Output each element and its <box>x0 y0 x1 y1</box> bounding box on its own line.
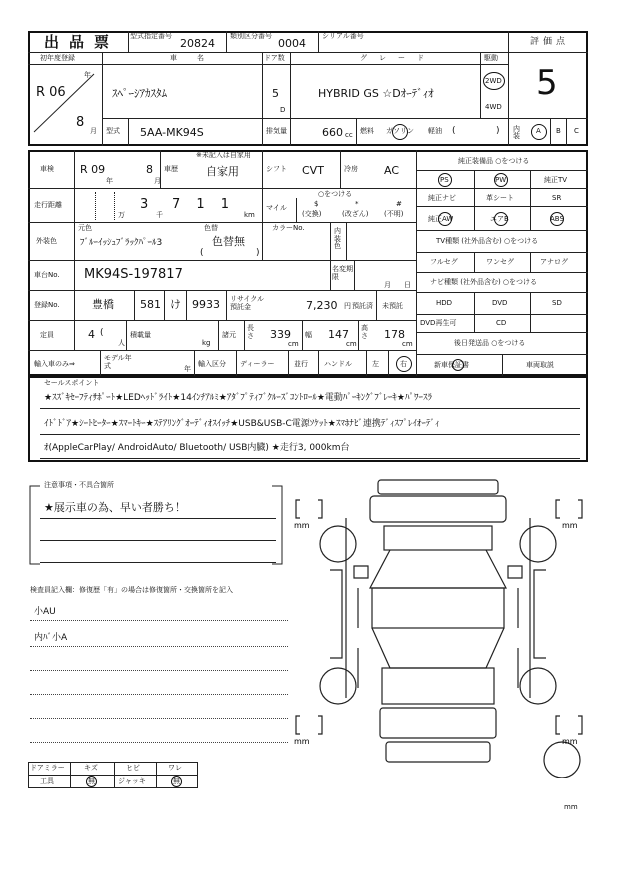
model-year-unit: 年 <box>184 365 191 373</box>
doors-label: ドア数 <box>264 54 285 62</box>
navi-sd: SD <box>552 299 562 307</box>
mileage-label: 走行距離 <box>34 201 62 209</box>
legend-header-scratch: キズ <box>84 764 98 772</box>
interior-a: A <box>536 127 541 135</box>
ac-value: AC <box>384 164 400 177</box>
inspector-entry-1: 小AU <box>34 607 56 617</box>
fuel-gas: ガソリン <box>386 127 414 135</box>
chassis-value: MK94S-197817 <box>84 267 183 282</box>
name-change-month: 月 <box>384 281 391 289</box>
equip-navi: 純正ナビ <box>428 194 456 202</box>
name-change-day: 日 <box>404 281 411 289</box>
tv-one: ワンセグ <box>486 258 514 266</box>
width-unit: cm <box>346 340 357 348</box>
name-change-label: 名変期限 <box>332 265 353 281</box>
legend-jack: ジャッキ <box>118 777 146 785</box>
handle-left: 左 <box>372 360 379 368</box>
mm-rear-left: mm <box>294 737 310 746</box>
mm-rear-right: mm <box>562 737 578 746</box>
recycle-paid: 預託済 <box>352 302 373 310</box>
mileage-man: 3 <box>140 197 149 212</box>
mileage-tamper-symbol: * <box>355 200 359 208</box>
mile-label: マイル <box>266 204 287 212</box>
recycle-label: リサイクル預託金 <box>230 295 265 312</box>
shift-label: シフト <box>266 165 287 173</box>
equipment-title: 純正装備品 ○をつける <box>458 157 530 165</box>
mileage-unknown-symbol: # <box>396 200 402 208</box>
mm-spare: mm <box>564 803 578 811</box>
inspection-year: R 09 <box>80 163 106 176</box>
length-unit: cm <box>288 340 299 348</box>
exterior-label: 外装色 <box>36 237 57 245</box>
model-label: 型式 <box>106 127 120 135</box>
inspection-year-unit: 年 <box>106 177 113 185</box>
unit-sen: 千 <box>156 211 163 219</box>
equip-tv: 純正TV <box>544 176 568 184</box>
import-label: 輸入車のみ⇒ <box>34 360 75 368</box>
reg-label: 登録No. <box>34 301 60 309</box>
first-reg-month: 8 <box>76 115 85 130</box>
length-value: 339 <box>270 328 291 341</box>
equip-pw: PW <box>495 176 507 184</box>
capacity-unit: 人 <box>118 339 125 347</box>
navi-dvd-play: DVD再生可 <box>420 319 457 327</box>
tv-analog: アナログ <box>540 258 568 266</box>
mm-front-right: mm <box>562 521 578 530</box>
drive-label: 駆動 <box>484 54 498 62</box>
history-label: 車歴 <box>164 165 178 173</box>
drive-2wd: 2WD <box>485 77 502 85</box>
equip-sr: SR <box>552 194 562 202</box>
orig-color-label: 元色 <box>78 224 92 232</box>
later-title: 後日発送品 ○をつける <box>454 339 526 347</box>
sales-line-3: ｵ(AppleCarPlay/ AndroidAuto/ Bluetooth/ USB内臓) ★走行3, 000km台 <box>44 443 350 453</box>
load-label: 積載量 <box>130 331 151 339</box>
width-value: 147 <box>328 328 349 341</box>
mileage-exchange-label: (交換) <box>302 210 322 218</box>
navi-hdd: HDD <box>436 299 453 307</box>
equip-leather: 革シート <box>486 194 514 202</box>
legend-header-crack: ヒビ <box>126 764 140 772</box>
capacity-paren-open: ( <box>100 328 104 338</box>
equip-airbag: エアB <box>490 215 509 223</box>
width-label: 幅 <box>305 331 312 339</box>
inspection-label: 車検 <box>40 165 54 173</box>
height-unit: cm <box>402 340 413 348</box>
ac-label: 冷房 <box>344 165 358 173</box>
color-swap-label: 色替 <box>204 224 218 232</box>
model-year-label: モデル年式 <box>104 354 132 371</box>
first-reg-label: 初年度登録 <box>40 54 75 62</box>
handle-label: ハンドル <box>324 360 352 368</box>
interior-color-label: 内装色 <box>334 227 341 251</box>
class-number-label: 類別区分番号 <box>230 32 272 40</box>
mm-front-left: mm <box>294 521 310 530</box>
load-unit: kg <box>202 339 211 347</box>
first-reg-year: R 06 <box>36 85 66 100</box>
navi-dvd: DVD <box>492 299 508 307</box>
height-label: 高さ <box>361 324 368 340</box>
unit-man: 万 <box>118 211 125 219</box>
navi-title: ナビ種類 (社外品含む) ○をつける <box>430 278 538 286</box>
unit-km: km <box>244 211 255 219</box>
mileage-exchange-symbol: $ <box>314 200 319 208</box>
dealer-option: ディーラー <box>240 360 275 368</box>
color-no-label: カラーNo. <box>272 224 305 232</box>
reg-num: 9933 <box>192 298 220 311</box>
capacity-label: 定員 <box>40 331 54 339</box>
recycle-unpaid: 未預託 <box>382 302 403 310</box>
import-type-label: 輸入区分 <box>198 360 226 368</box>
displacement-value: 660 <box>322 126 343 139</box>
chassis-label: 車台No. <box>34 271 60 279</box>
doors-value: 5 <box>272 87 279 100</box>
inspection-month-unit: 月 <box>154 177 161 185</box>
interior-label: 内装 <box>513 125 520 140</box>
legend-header-mirror: ドアミラー <box>30 764 65 772</box>
grade-label: グレード <box>360 54 436 62</box>
score-label: 評価点 <box>530 37 570 47</box>
mileage-unknown-label: (不明) <box>384 210 404 218</box>
equip-abs: ABS <box>550 215 564 223</box>
mileage-tamper-label: (改ざん) <box>342 210 369 218</box>
notes-line-1: ★展示車の為、早い者勝ち！ <box>44 501 186 514</box>
fuel-bracket-open: ( <box>452 126 456 136</box>
grade-value: HYBRID GS ☆Dｵｰﾃﾞｨｵ <box>318 87 434 100</box>
inspection-month: 8 <box>146 163 153 176</box>
model-value: 5AA-MK94S <box>140 126 204 139</box>
vehicle-name: ｽﾍﾟｰｼｱｶｽﾀﾑ <box>112 87 167 100</box>
parallel-option: 並行 <box>294 360 308 368</box>
color-swap-value: 色替無 <box>212 235 245 248</box>
sales-line-2: ｲﾄﾞﾄﾞｱ★ｼｰﾄﾋｰﾀｰ★ｽﾏｰﾄｷｰ★ｽﾃｱﾘﾝｸﾞｵｰﾃﾞｨｵｽｲｯﾁ★USB&USB-C電源ｿｹｯﾄ★ｽﾏﾎﾅﾋﾞ連携ﾃﾞｨｽﾌﾟﾚｲｵｰﾃﾞｨ <box>44 419 440 429</box>
equip-aw: 純正AW <box>428 215 454 223</box>
tv-full: フルセグ <box>430 258 458 266</box>
equip-ps: PS <box>440 176 449 184</box>
navi-cd: CD <box>496 319 507 327</box>
displacement-label: 排気量 <box>266 127 287 135</box>
inspector-entry-2: 内ﾊﾞ小A <box>34 633 68 643</box>
capacity-value: 4 <box>88 328 95 341</box>
serial-label: シリアル番号 <box>322 32 364 40</box>
color-swap-paren-close: ) <box>256 248 260 258</box>
legend-jack-value: 無 <box>173 777 180 785</box>
owner-note: ※未記入は自家用 <box>196 151 251 159</box>
fuel-light: 軽油 <box>428 127 442 135</box>
legend-tool: 工具 <box>40 777 54 785</box>
fuel-bracket-close: ) <box>496 126 500 136</box>
history-value: 自家用 <box>206 165 239 178</box>
form-title: 出品票 <box>44 33 120 51</box>
legend-tool-value: 無 <box>88 777 95 785</box>
handle-right: 右 <box>400 360 407 368</box>
reg-kana: け <box>170 298 181 311</box>
doors-sub: D <box>280 106 286 114</box>
dims-label: 諸元 <box>222 331 236 339</box>
cc-unit: cc <box>345 131 353 139</box>
type-number-label: 型式指定番号 <box>130 32 172 40</box>
reg-area: 豊橋 <box>92 298 114 311</box>
notes-bracket <box>26 480 286 570</box>
score-value: 5 <box>536 63 558 103</box>
exterior-value: ﾌﾞﾙｰｲｯｼｭﾌﾞﾗｯｸﾊﾟｰﾙ3 <box>80 238 163 248</box>
circle-note: ○をつける <box>318 190 353 198</box>
class-number: 0004 <box>278 37 306 50</box>
sales-label: セールスポイント <box>44 379 100 387</box>
legend-header-break: ワレ <box>168 764 182 772</box>
tv-title: TV種類 (社外品含む) ○をつける <box>436 237 539 245</box>
recycle-unit: 円 <box>344 302 351 310</box>
month-unit: 月 <box>90 127 97 135</box>
mileage-sen: 7 1 1 <box>172 197 236 212</box>
shift-value: CVT <box>302 164 324 177</box>
recycle-value: 7,230 <box>306 299 338 312</box>
interior-c: C <box>574 127 579 135</box>
name-label: 車名 <box>170 54 224 62</box>
interior-b: B <box>556 127 561 135</box>
year-unit: 年 <box>84 71 91 79</box>
inspector-label: 検査員記入欄：修復歴「有」の場合は修復箇所・交換箇所を記入 <box>30 586 233 594</box>
fuel-label: 燃料 <box>360 127 374 135</box>
notes-label: 注意事項・不具合箇所 <box>44 481 114 489</box>
drive-4wd: 4WD <box>485 103 502 111</box>
color-swap-paren-open: ( <box>200 248 204 258</box>
sales-line-1: ★ｽｽﾞｷｾｰﾌﾃｨｻﾎﾟｰﾄ★LEDﾍｯﾄﾞﾗｲﾄ★14ｲﾝﾁｱﾙﾐ★ｱﾀﾞﾌﾟﾃｨﾌﾞｸﾙｰｽﾞｺﾝﾄﾛｰﾙ★電動ﾊﾟｰｷﾝｸﾞﾌﾞﾚｰｷ★ﾊﾟﾜｰｽﾗ <box>44 393 432 403</box>
later-warranty: 新車保証書 <box>434 361 469 369</box>
height-value: 178 <box>384 328 405 341</box>
car-damage-diagram <box>290 478 610 778</box>
type-number: 20824 <box>180 37 215 50</box>
length-label: 長さ <box>247 324 254 340</box>
reg-class: 581 <box>140 298 161 311</box>
later-manual: 車両取説 <box>526 361 554 369</box>
